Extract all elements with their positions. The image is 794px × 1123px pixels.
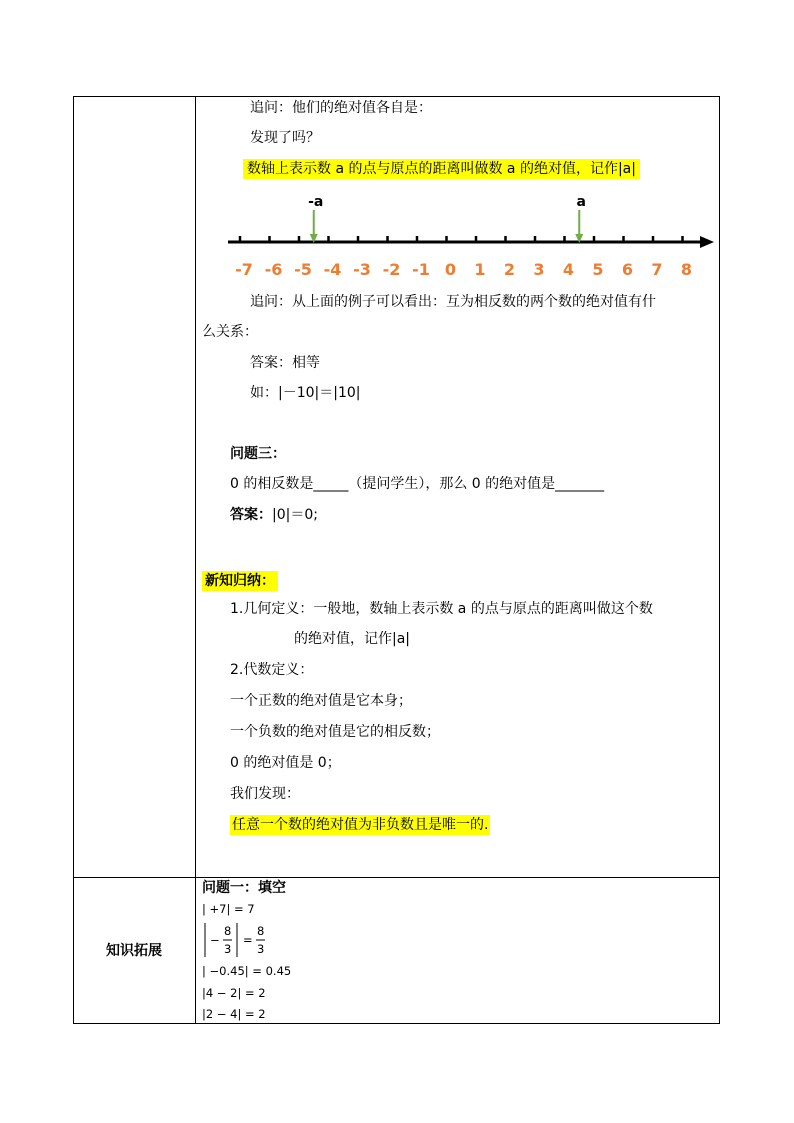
tick-label: -5 [294, 260, 312, 279]
problem3-answer [230, 505, 318, 525]
extension-item-4: |4 − 2| = 2 [202, 986, 266, 1000]
tick-label: 2 [503, 260, 516, 279]
number-line-arrowhead [700, 236, 714, 248]
tick-label: -6 [264, 260, 283, 279]
fraction-abs-expression [203, 921, 273, 959]
extension-item-3: | −0.45| = 0.45 [202, 964, 292, 978]
extension-title: 问题一：填空 [202, 880, 286, 896]
followup-question-2: 追问：从上面的例子可以看出：互为相反数的两个数的绝对值有什 [250, 294, 656, 310]
fraction-equals: = [243, 933, 253, 947]
we-found: 我们发现： [230, 786, 300, 802]
tick-label: 7 [651, 260, 663, 279]
discover-question: 发现了吗？ [250, 130, 320, 146]
extension-item-5: |2 − 4| = 2 [202, 1007, 266, 1021]
conclusion: 任意一个数的绝对值为非负数且是唯一的. [232, 817, 489, 833]
geometric-definition: 1.几何定义：一般地，数轴上表示数 a 的点与原点的距离叫做这个数 [230, 601, 653, 617]
tick-label: 5 [592, 260, 604, 279]
tick-label: -2 [382, 260, 401, 279]
geometric-definition-cont: 的绝对值，记作|a| [294, 631, 411, 647]
problem3-text: 0 的相反数是_____（提问学生），那么 0 的绝对值是_______ [230, 476, 605, 492]
number-line [0, 0, 794, 300]
tick-label: 8 [680, 260, 693, 279]
extension-section-label: 知识拓展 [106, 943, 162, 959]
example-line: 如：|－10|＝|10| [250, 385, 361, 401]
tick-label: -4 [323, 260, 342, 279]
summary-title: 新知归纳： [202, 571, 278, 591]
result-denominator: 3 [257, 942, 265, 956]
zero-rule: 0 的绝对值是 0； [230, 755, 341, 771]
point-label-neg: -a [308, 194, 324, 210]
extension-item-1: | +7| = 7 [202, 902, 255, 916]
point-label-pos: a [576, 194, 586, 210]
absolute-value-definition: 数轴上表示数 a 的点与原点的距离叫做数 a 的绝对值，记作|a| [243, 159, 640, 179]
problem3-title: 问题三： [230, 446, 286, 462]
algebraic-definition: 2.代数定义： [230, 662, 314, 678]
tick-label: -7 [235, 260, 253, 279]
tick-label: 1 [474, 260, 486, 279]
followup-question-1: 追问：他们的绝对值各自是： [250, 100, 432, 116]
tick-label: 3 [533, 260, 545, 279]
problem3-answer-label: 答案： [230, 507, 272, 523]
fraction-numerator: 8 [224, 924, 232, 938]
fraction-minus: − [210, 933, 220, 947]
followup-question-2-cont: 么关系： [202, 324, 258, 340]
table-row-divider [73, 877, 720, 878]
negative-rule: 一个负数的绝对值是它的相反数； [230, 724, 440, 740]
tick-label: 6 [621, 260, 634, 279]
fraction-denominator: 3 [224, 942, 232, 956]
tick-label: -3 [353, 260, 371, 279]
positive-rule: 一个正数的绝对值是它本身； [230, 693, 412, 709]
tick-label: 0 [444, 260, 457, 279]
tick-label: 4 [562, 260, 575, 279]
result-numerator: 8 [257, 924, 265, 938]
problem3-answer-value: |0|＝0; [272, 507, 318, 523]
tick-label: -1 [412, 260, 430, 279]
answer-equal: 答案：相等 [250, 355, 320, 371]
